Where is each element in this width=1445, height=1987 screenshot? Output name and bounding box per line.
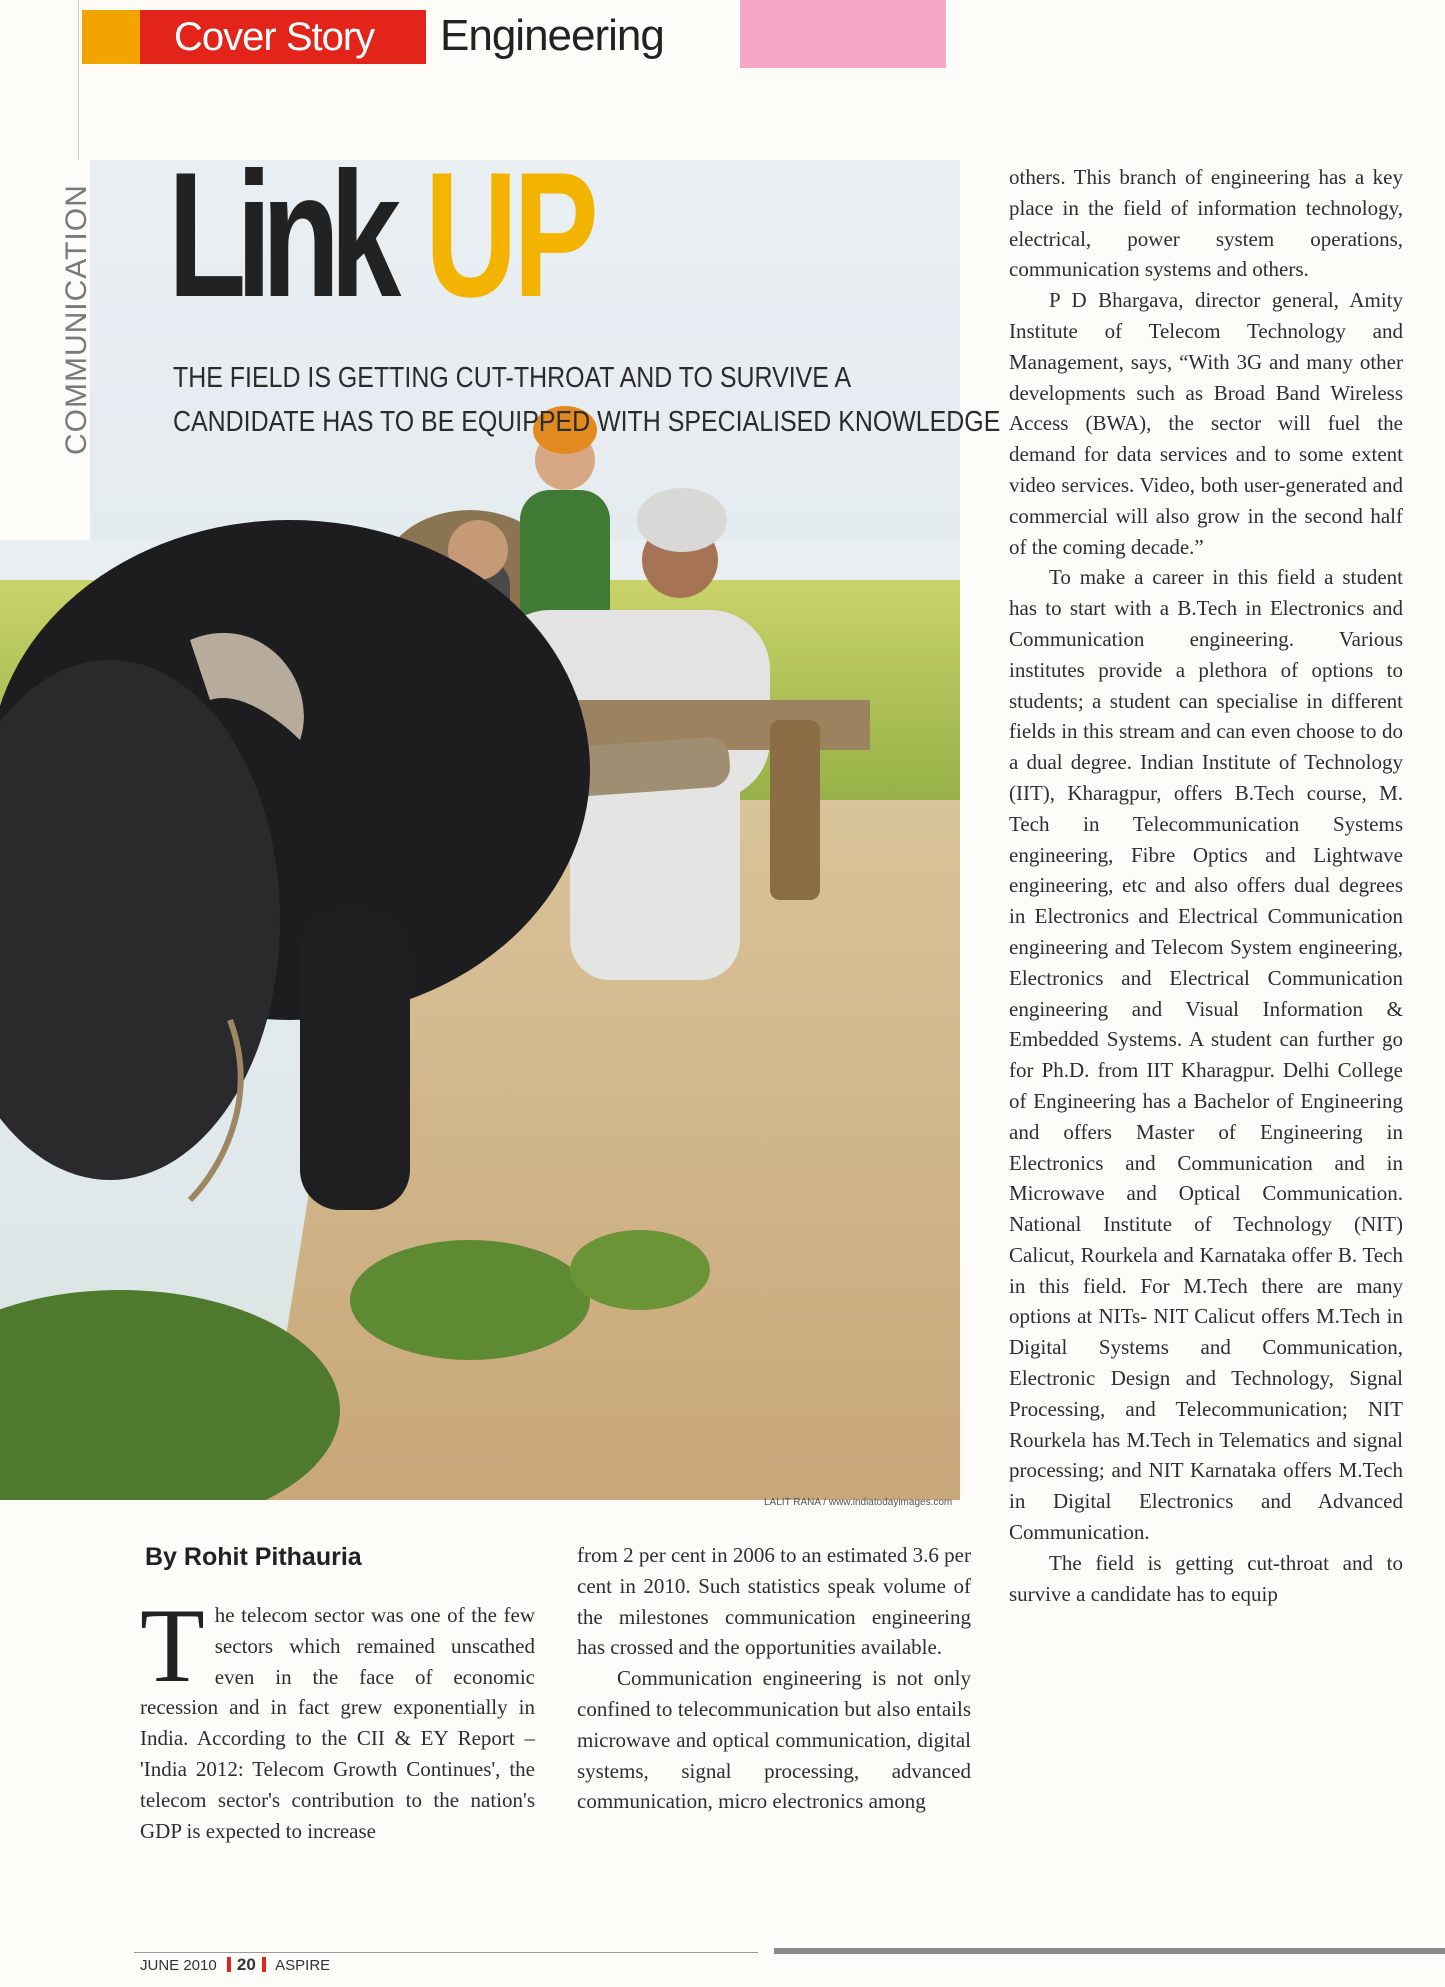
header-yellow-tab	[82, 10, 142, 64]
page-footer	[140, 1955, 330, 1975]
footer-rule-left	[134, 1952, 758, 1953]
footer-divider	[262, 1957, 266, 1972]
photo-credit: LALIT RANA / www.indiatodayimages.com	[764, 1497, 953, 1508]
deck-line-2: CANDIDATE HAS TO BE EQUIPPED WITH SPECIALISED KNOWLEDGE	[173, 406, 1001, 438]
byline: By Rohit Pithauria	[145, 1543, 362, 1571]
article-paragraph: P D Bhargava, director general, Amity Institute of Telecom Technology and Management, says, “With 3G and many other developments such as Broad Band Wireless Access (BWA), the sector will fuel the demand for data services and to some extent video services. Video, both user-generated and commercial will also grow in the second half of the coming decade.”	[1009, 288, 1403, 559]
headline-link: Link	[168, 135, 392, 334]
paragraph-text: he telecom sector was one of the few sectors which remained unscathed even in the face of economic recession and in fact grew exponentially in India. According to the CII & EY Report – 'India 2012: Telecom Growth Continues', the telecom sector's contribution to the nation's GDP is expected to increase	[140, 1603, 535, 1843]
article-column-3	[1009, 162, 1403, 1609]
drop-cap: T	[140, 1587, 205, 1704]
deck-subheadline	[173, 356, 1001, 444]
article-paragraph: The field is getting cut-throat and to survive a candidate has to equip	[1009, 1550, 1403, 1606]
magazine-name: ASPIRE	[275, 1957, 331, 1974]
article-paragraph: To make a career in this field a student has to start with a B.Tech in Electronics and Communication engineering. Various institutes provide a plethora of options to students; a student can specialise in different fields in this stream and can even choose to do a dual degree. Indian Institute of Technology (IIT), Kharagpur, offers B.Tech course, M. Tech in Telecommunication Systems engineering, Fibre Optics and Lightwave engineering, etc and also offers dual degrees in Electronics and Electrical Communication engineering and Telecom System engineering, Electronics and Electrical Communication engineering and Visual Information & Embedded Systems. A student can further go for Ph.D. from IIT Kharagpur. Delhi College of Engineering has a Bachelor of Engineering and offers Master of Engineering in Electronics and Communication and in Microwave and Optical Communication. National Institute of Technology (NIT) Calicut, Rourkela and Karnataka offer B. Tech in this field. For M.Tech there are many options at NITs- NIT Calicut offers M.Tech in Digital Systems and Communication, Electronic Design and Technology, Signal Processing, and Telecommunication; NIT Rourkela has M.Tech in Telematics and signal processing; and NIT Karnataka offers M.Tech in Digital Electronics and Advanced Communication.	[1009, 565, 1403, 1545]
page-number: 20	[236, 1955, 256, 1974]
page-fold-line	[78, 0, 79, 160]
deck-line-1: THE FIELD IS GETTING CUT-THROAT AND TO SURVIVE A	[173, 362, 852, 394]
section-title: Engineering	[440, 11, 664, 60]
cover-story-label: Cover Story	[140, 10, 426, 64]
article-column-2	[577, 1540, 971, 1817]
headline-up: UP	[425, 135, 595, 334]
vertical-section-label: COMMUNICATION	[60, 184, 93, 455]
sticky-note	[740, 0, 946, 68]
footer-rule-right	[774, 1948, 1445, 1954]
article-paragraph: Communication engineering is not only confined to telecommunication but also entails microwave and optical communication, digital systems, signal processing, advanced communication, micro electronics among	[577, 1666, 971, 1814]
article-paragraph: others. This branch of engineering has a key place in the field of information technology, electrical, power system operations, communication systems and others.	[1009, 165, 1403, 282]
footer-date: JUNE 2010	[140, 1957, 217, 1974]
article-paragraph	[140, 1587, 535, 1846]
article-paragraph: from 2 per cent in 2006 to an estimated 3.6 per cent in 2010. Such statistics speak volume of the milestones communication engineering has crossed and the opportunities available.	[577, 1543, 971, 1660]
footer-divider	[227, 1957, 231, 1972]
article-column-1	[140, 1587, 535, 1846]
